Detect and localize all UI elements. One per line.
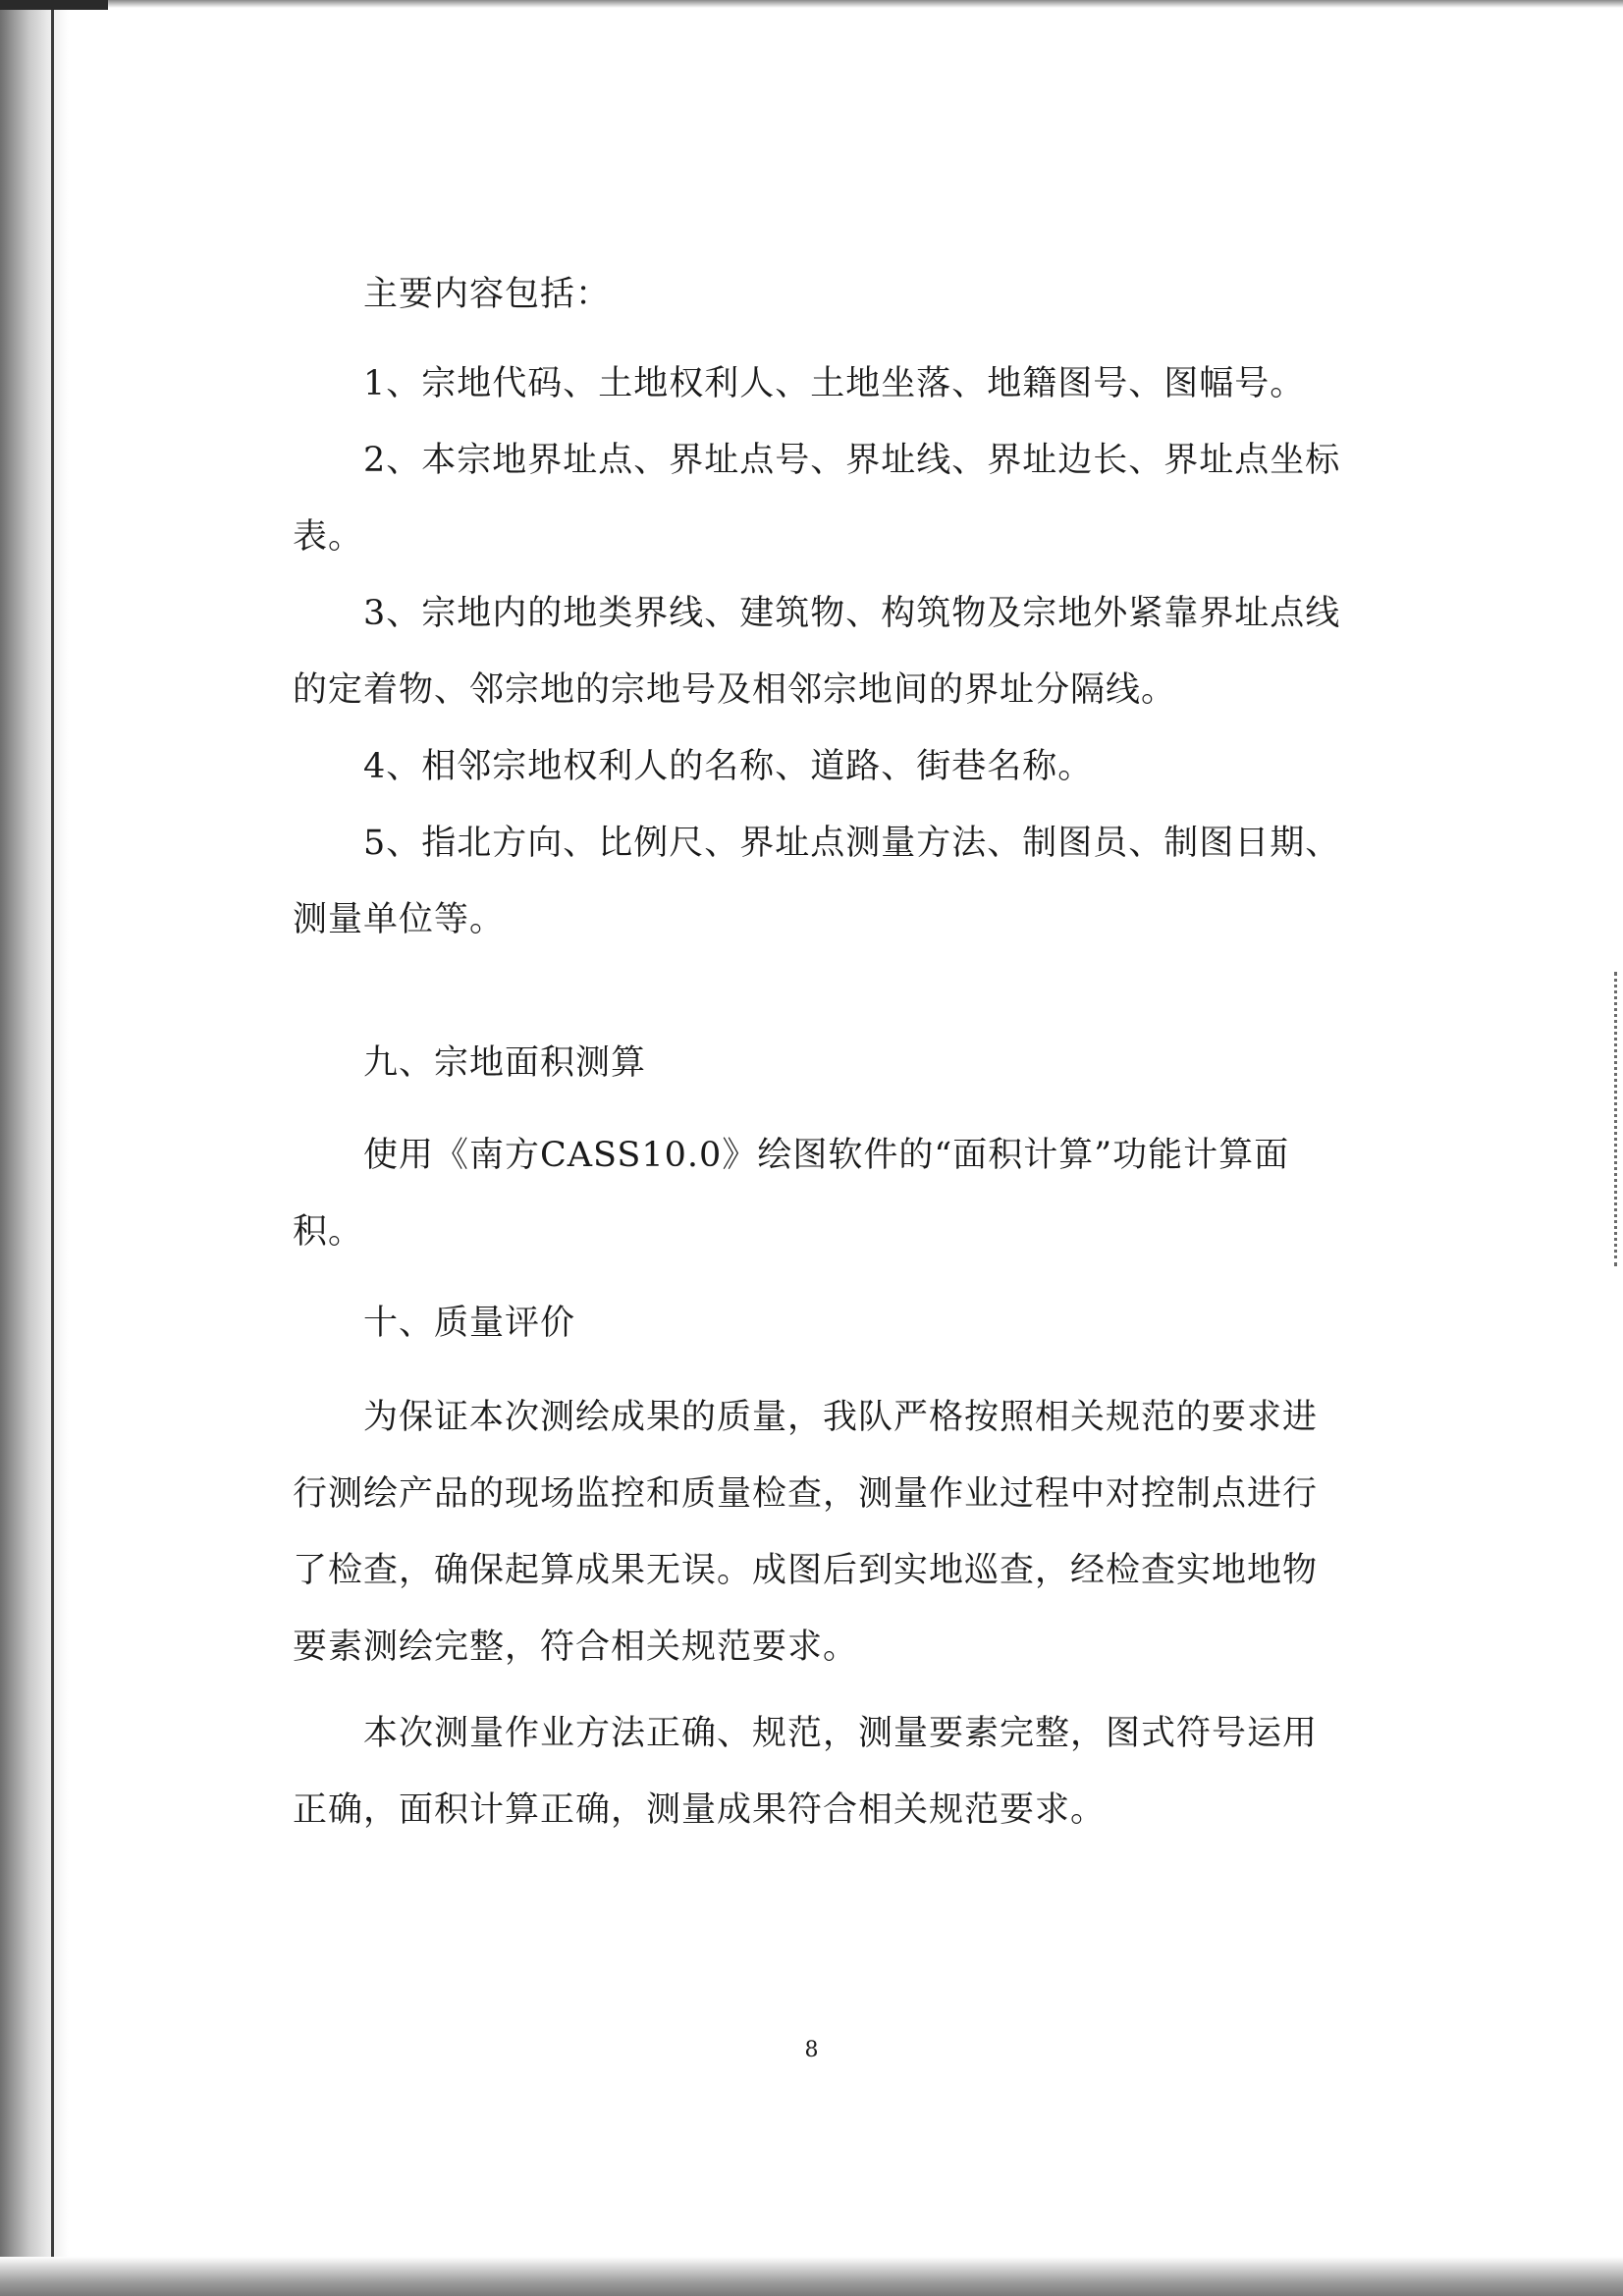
section10-heading: 十、质量评价 [363, 1304, 576, 1343]
section9-text: 使用《南方CASS10.0》绘图软件的“面积计算”功能计算面积。 [293, 1136, 1290, 1252]
scan-binding-line [51, 0, 54, 2296]
content-intro: 主要内容包括： [363, 275, 612, 314]
scan-shadow-top [0, 0, 1623, 8]
content-item-1: 1、宗地代码、土地权利人、土地坐落、地籍图号、图幅号。 [363, 364, 1306, 403]
scan-corner-mark [0, 0, 108, 10]
section10-para2: 本次测量作业方法正确、规范，测量要素完整，图式符号运用正确，面积计算正确，测量成果符合相关规范要求。 [293, 1714, 1319, 1830]
content-item-3: 3、宗地内的地类界线、建筑物、构筑物及宗地外紧靠界址点线的定着物、邻宗地的宗地号及相邻宗地间的界址分隔线。 [293, 594, 1341, 710]
section10-para1: 为保证本次测绘成果的质量，我队严格按照相关规范的要求进行测绘产品的现场监控和质量检查，测量作业过程中对控制点进行了检查，确保起算成果无误。成图后到实地巡查，经检查实地地物要素测绘完整，符合相关规范要求。 [293, 1398, 1319, 1667]
scan-shadow-left [0, 0, 69, 2296]
content-item-2: 2、本宗地界址点、界址点号、界址线、界址边长、界址点坐标表。 [293, 441, 1341, 557]
section9-heading: 九、宗地面积测算 [363, 1043, 647, 1083]
scan-shadow-bottom [0, 2257, 1623, 2296]
page-number: 8 [804, 2038, 819, 2062]
scan-edge-marks [1585, 972, 1617, 1266]
content-item-4: 4、相邻宗地权利人的名称、道路、街巷名称。 [363, 747, 1094, 786]
content-item-5: 5、指北方向、比例尺、界址点测量方法、制图员、制图日期、测量单位等。 [293, 824, 1341, 939]
